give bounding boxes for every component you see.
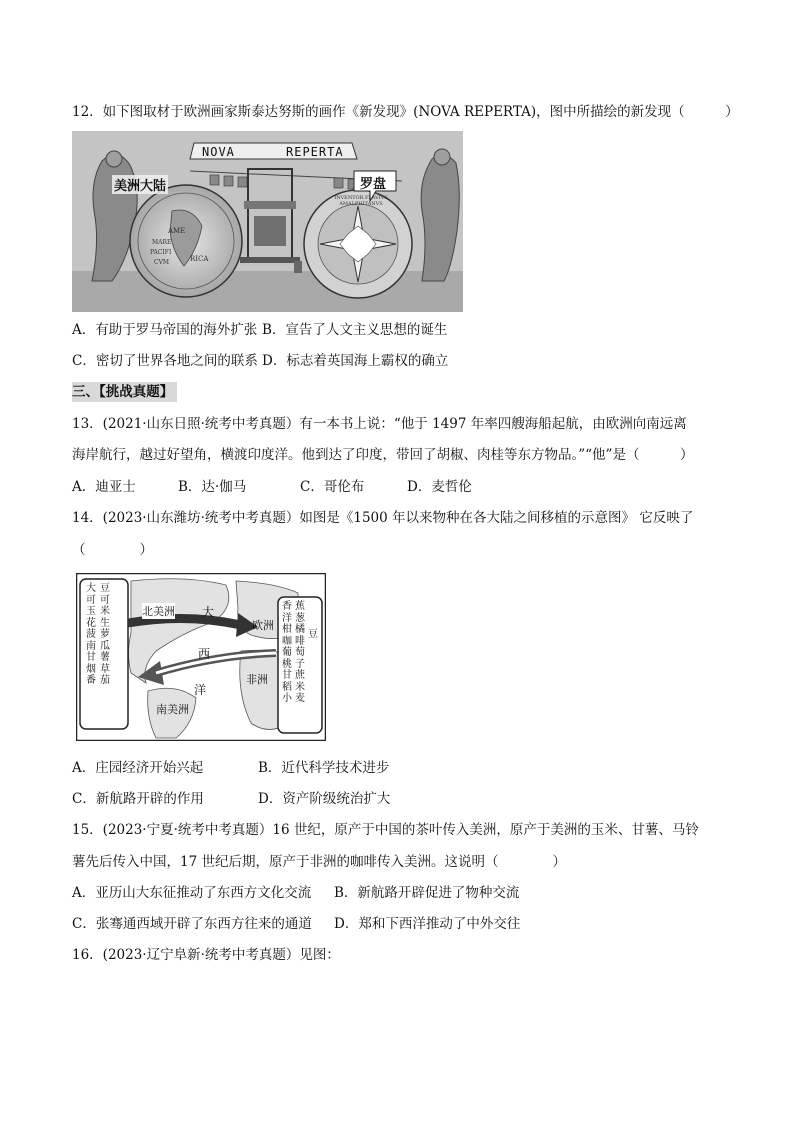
q13-option-d[interactable]: D．麦哲伦 — [407, 479, 472, 495]
q14-option-b[interactable]: B．近代科学技术进步 — [258, 760, 390, 776]
q14-option-d[interactable]: D．资产阶级统治扩大 — [258, 791, 391, 807]
q14-options-row1 — [72, 758, 492, 778]
q15-stem-line1: 15．(2023·宁夏·统考中考真题）16 世纪，原产于中国的茶叶传入美洲，原产于美洲的玉米、甘薯、马铃 — [72, 822, 699, 838]
q15-stem-line2: 薯先后传入中国，17 世纪后期，原产于非洲的咖啡传入美洲。这说明（ ） — [72, 854, 566, 870]
q13-option-a[interactable]: A．迪亚士 — [72, 479, 136, 495]
q12-option-c[interactable]: C．密切了世界各地之间的联系 — [72, 353, 258, 369]
q12-option-d[interactable]: D．标志着英国海上霸权的确立 — [262, 353, 449, 369]
species-migration-map — [76, 573, 326, 741]
nova-reperta-painting — [72, 131, 463, 312]
q12-option-b[interactable]: B．宣告了人文主义思想的诞生 — [262, 322, 448, 338]
globe-text-ame: AME — [168, 227, 186, 235]
q13-options-row — [72, 477, 492, 497]
label-europe: 欧洲 — [252, 619, 274, 632]
globe-text-cvm: CVM — [154, 259, 170, 266]
q13-stem-line2: 海岸航行，越过好望角，横渡印度洋。他到达了印度，带回了胡椒、肉桂等东方物品。”“他”是（ ） — [72, 447, 694, 463]
painting-svg — [72, 131, 463, 312]
right-box-col1: 香洋柑咖葡桃甘稻小 — [282, 601, 292, 704]
section-title: 三、【挑战真题】 — [72, 382, 177, 402]
right-box-col2: 蕉葱橘啡萄子蔗米麦 — [295, 601, 305, 704]
q14-options-row2 — [72, 789, 492, 809]
banner-reperta: REPERTA — [286, 145, 344, 159]
label-south-america: 南美洲 — [156, 703, 189, 716]
q14-stem-line2: （ ） — [72, 542, 153, 558]
q15-option-c[interactable]: C．张骞通西域开辟了东西方往来的通道 — [72, 916, 312, 932]
label-america: 美洲大陆 — [112, 175, 168, 194]
q15-option-d[interactable]: D．郑和下西洋推动了中外交往 — [334, 916, 521, 932]
label-compass: 罗盘 — [360, 177, 387, 192]
globe-text-pacifi: PACIFI — [150, 249, 172, 256]
label-ocean-3: 洋 — [194, 683, 207, 697]
q12-options-row2 — [72, 351, 492, 371]
compass-ring-text: INVENTOR FLAVIVS AMALPHITANVS — [334, 195, 388, 207]
left-box-col2: 豆可米生萝瓜薯草茄 — [100, 583, 110, 686]
q15-options-row2 — [72, 914, 532, 934]
q13-option-c[interactable]: C．哥伦布 — [300, 479, 365, 495]
globe-text-rica: RICA — [190, 255, 209, 263]
right-box-extra: 豆 — [308, 629, 318, 640]
q13-stem-line1: 13．(2021·山东日照·统考中考真题）有一本书上说：“他于 1497 年率四艘海船起航，由欧洲向南远离 — [72, 416, 687, 432]
label-ocean-1: 大 — [202, 605, 215, 619]
q14-stem-line1: 14．(2023·山东潍坊·统考中考真题）如图是《1500 年以来物种在各大陆之间移植的示意图》 它反映了 — [72, 510, 694, 526]
globe-text-mare: MARE — [152, 239, 172, 246]
banner-nova: NOVA — [202, 145, 235, 159]
q13-option-b[interactable]: B．达·伽马 — [178, 479, 247, 495]
q14-option-a[interactable]: A．庄园经济开始兴起 — [72, 760, 204, 776]
q12-options-row1 — [72, 320, 492, 340]
label-north-america: 北美洲 — [142, 605, 175, 618]
q16-stem: 16．(2023·辽宁阜新·统考中考真题）见图： — [72, 947, 340, 963]
q14-option-c[interactable]: C．新航路开辟的作用 — [72, 791, 204, 807]
q12-stem: 12．如下图取材于欧洲画家斯泰达努斯的画作《新发现》(NOVA REPERTA)，图中所描绘的新发现（ ） — [72, 104, 739, 120]
label-africa: 非洲 — [246, 673, 268, 686]
q12-option-a[interactable]: A．有助于罗马帝国的海外扩张 — [72, 322, 258, 338]
q15-option-a[interactable]: A．亚历山大东征推动了东西方文化交流 — [72, 885, 312, 901]
q15-options-row1 — [72, 883, 532, 903]
label-ocean-2: 西 — [198, 647, 211, 661]
q15-option-b[interactable]: B．新航路开辟促进了物种交流 — [334, 885, 520, 901]
left-box-col1: 大可玉花菠南甘烟番 — [86, 583, 96, 686]
